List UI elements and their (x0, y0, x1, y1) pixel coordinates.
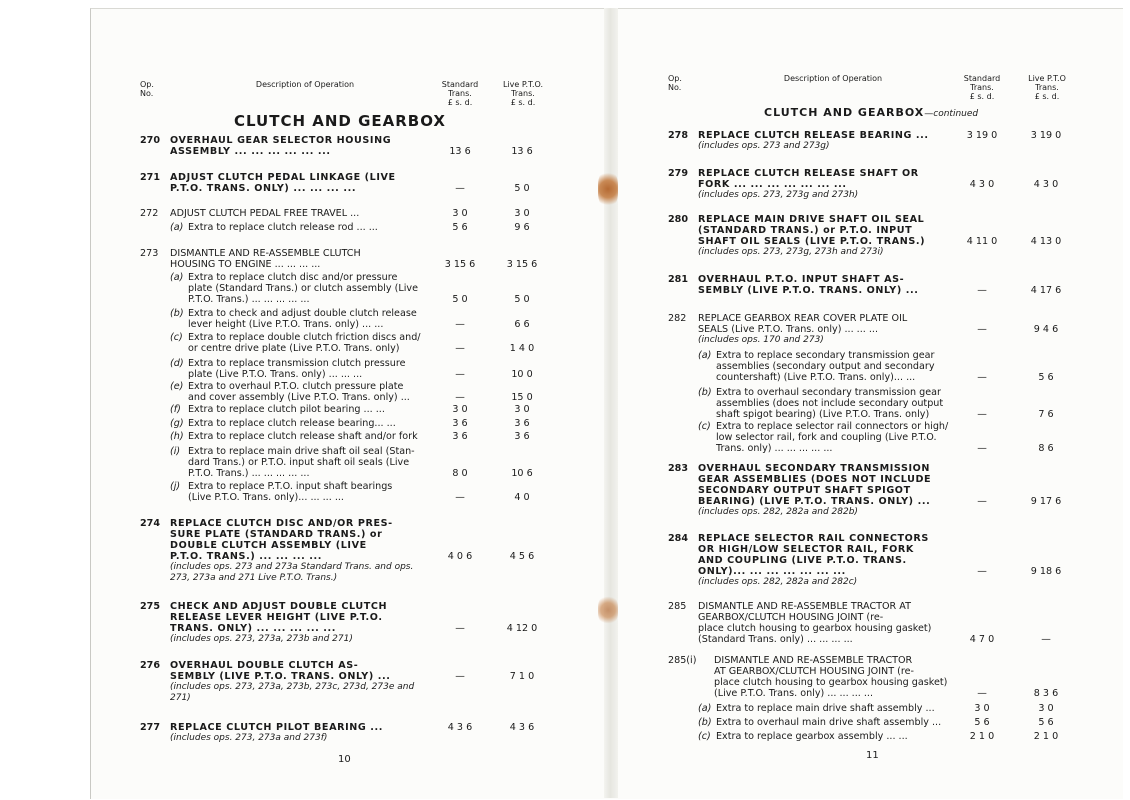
op-number: 281 (668, 274, 689, 285)
live-pto-price: 9 17 6 (1030, 496, 1062, 507)
standard-trans-price: 3 6 (452, 431, 468, 442)
description-header: Description of Operation (783, 74, 883, 83)
live-pto-price: 5 0 (514, 183, 530, 194)
op-description (698, 313, 963, 346)
description-line: OR HIGH/LOW SELECTOR RAIL, FORK (698, 544, 914, 555)
sub-item (698, 731, 963, 742)
standard-trans-price: — (455, 369, 465, 380)
op-description (170, 222, 435, 233)
description-line: low selector rail, fork and coupling (Live P.T.O. (716, 432, 937, 443)
op-description (170, 601, 435, 645)
live-pto-price: 4 3 0 (1033, 179, 1059, 190)
sub-item (170, 404, 435, 415)
op-description (170, 358, 435, 380)
standard-trans-price: 3 0 (974, 703, 990, 714)
includes-note: (includes ops. 273, 273g, 273h and 273i) (698, 247, 884, 257)
sub-item (698, 421, 963, 454)
includes-note: (includes ops. 282, 282a and 282b) (698, 507, 858, 517)
description-line: shaft spigot bearing) (Live P.T.O. Trans. only) (716, 409, 930, 420)
description-line: Extra to overhaul secondary transmission gear (716, 387, 941, 398)
description-line: SEALS (Live P.T.O. Trans. only) ... ... ... (698, 324, 879, 335)
description-line: Extra to replace secondary transmission gear (716, 350, 935, 361)
description-line: OVERHAUL P.T.O. INPUT SHAFT AS- (698, 274, 905, 285)
op-description (698, 214, 963, 258)
description-line: OVERHAUL SECONDARY TRANSMISSION (698, 463, 931, 474)
description-line: BEARING) (LIVE P.T.O. TRANS. ONLY) ... (698, 496, 931, 507)
op-number: 285 (668, 601, 687, 612)
standard-trans-price: — (977, 409, 987, 420)
standard-trans-price: 3 15 6 (444, 259, 476, 270)
op-description (170, 518, 435, 584)
description-line: OVERHAUL GEAR SELECTOR HOUSING (170, 135, 392, 146)
op-description (698, 168, 963, 201)
description-line: DISMANTLE AND RE-ASSEMBLE TRACTOR (714, 655, 913, 666)
op-no-header: Op. No. (140, 80, 154, 98)
op-description (170, 272, 435, 305)
description-line: Extra to replace gearbox assembly ... ... (716, 731, 908, 742)
op-description (170, 332, 435, 354)
includes-note: (includes ops. 273, 273a and 273f) (170, 733, 328, 743)
op-number: 282 (668, 313, 687, 324)
description-line: RELEASE LEVER HEIGHT (LIVE P.T.O. (170, 612, 383, 623)
standard-trans-price: 8 0 (452, 468, 468, 479)
description-line: Extra to replace clutch release shaft and/or fork (188, 431, 418, 442)
sub-item (170, 481, 435, 503)
live-pto-price: 4 17 6 (1030, 285, 1062, 296)
right-page (668, 0, 1078, 800)
description-line: (Live P.T.O. Trans. only) ... ... ... ... (714, 688, 874, 699)
standard-trans-price: 4 7 0 (969, 634, 995, 645)
live-pto-price: 7 1 0 (509, 671, 535, 682)
live-pto-price: 3 0 (514, 208, 530, 219)
live-pto-price: 3 0 (514, 404, 530, 415)
sub-item-letter: (a) (170, 272, 184, 283)
description-line: Extra to replace clutch release bearing... ... (188, 418, 396, 429)
standard-trans-price: — (977, 372, 987, 383)
standard-trans-price: 5 6 (974, 717, 990, 728)
live-pto-price: 5 6 (1038, 717, 1054, 728)
includes-note: (includes ops. 273, 273g and 273h) (698, 190, 859, 200)
description-line: REPLACE CLUTCH PILOT BEARING ... (170, 722, 384, 733)
standard-trans-price: — (977, 285, 987, 296)
op-description (170, 404, 435, 415)
op-number: 280 (668, 214, 689, 225)
op-description (170, 308, 435, 330)
sub-item (170, 418, 435, 429)
op-description (170, 172, 435, 194)
live-pto-price: 4 3 6 (509, 722, 535, 733)
includes-note: (includes ops. 282, 282a and 282c) (698, 577, 858, 587)
description-line: SECONDARY OUTPUT SHAFT SPIGOT (698, 485, 911, 496)
description-line: (Live P.T.O. Trans. only)... ... ... ... (188, 492, 344, 503)
op-number: 273 (140, 248, 159, 259)
sub-item-letter: (c) (698, 421, 711, 432)
description-line: REPLACE CLUTCH DISC AND/OR PRES- (170, 518, 393, 529)
standard-trans-price: — (977, 688, 987, 699)
booklet-spine (604, 8, 618, 798)
live-pto-price: 7 6 (1038, 409, 1054, 420)
standard-trans-price: 3 6 (452, 418, 468, 429)
standard-trans-price: — (455, 623, 465, 634)
sub-item-letter: (h) (170, 431, 184, 442)
standard-trans-price: 4 11 0 (966, 236, 998, 247)
description-line: Extra to overhaul P.T.O. clutch pressure plate (188, 381, 404, 392)
includes-note: (includes ops. 273 and 273g) (698, 141, 830, 151)
sub-item-letter: (a) (698, 703, 712, 714)
description-line: SURE PLATE (STANDARD TRANS.) or (170, 529, 383, 540)
op-description (170, 722, 435, 744)
op-description (698, 601, 963, 645)
description-line: CHECK AND ADJUST DOUBLE CLUTCH (170, 601, 388, 612)
description-line: countershaft) (Live P.T.O. Trans. only)... ... (716, 372, 916, 383)
description-line: Extra to overhaul main drive shaft assembly ... (716, 717, 942, 728)
standard-trans-price: — (455, 492, 465, 503)
sub-item-letter: (e) (170, 381, 184, 392)
op-description (698, 274, 963, 296)
description-line: Extra to replace main drive shaft assembly ... (716, 703, 935, 714)
live-pto-price: 4 0 (514, 492, 530, 503)
section-title (234, 112, 446, 130)
description-line: DOUBLE CLUTCH ASSEMBLY (LIVE (170, 540, 367, 551)
description-line: Extra to replace P.T.O. input shaft bearings (188, 481, 393, 492)
description-line: place clutch housing to gearbox housing gasket) (698, 623, 932, 634)
sub-item (698, 717, 963, 728)
description-line: ADJUST CLUTCH PEDAL FREE TRAVEL ... (170, 208, 360, 219)
section-title-continued: —continued (924, 109, 979, 119)
standard-trans-price: 3 0 (452, 208, 468, 219)
op-description (170, 208, 435, 219)
section-title-text: CLUTCH AND GEARBOX (764, 106, 925, 119)
description-line: Extra to replace main drive shaft oil seal (Stan- (188, 446, 415, 457)
standard-trans-header: Standard Trans. £ s. d. (441, 80, 479, 107)
description-line: ONLY)... ... ... ... ... ... ... (698, 566, 846, 577)
sub-item-letter: (g) (170, 418, 184, 429)
live-pto-price: 4 5 6 (509, 551, 535, 562)
page-number: 10 (338, 754, 351, 765)
description-line: Trans. only) ... ... ... ... ... (716, 443, 833, 454)
sub-item-letter: (b) (698, 387, 712, 398)
standard-trans-price: 3 0 (452, 404, 468, 415)
description-line: GEAR ASSEMBLIES (DOES NOT INCLUDE (698, 474, 932, 485)
description-line: DISMANTLE AND RE-ASSEMBLE CLUTCH (170, 248, 361, 259)
op-description (698, 463, 963, 518)
live-pto-price: 4 12 0 (506, 623, 538, 634)
op-description (698, 421, 963, 454)
op-description (698, 703, 963, 714)
page-number: 11 (866, 750, 879, 761)
description-line: Extra to replace selector rail connectors or high/ (716, 421, 949, 432)
rust-stain (598, 170, 618, 208)
description-line: and cover assembly (Live P.T.O. Trans. only) ... (188, 392, 410, 403)
op-description (170, 481, 435, 503)
sub-item (698, 703, 963, 714)
description-line: REPLACE CLUTCH RELEASE BEARING ... (698, 130, 929, 141)
description-line: SEMBLY (LIVE P.T.O. TRANS. ONLY) ... (170, 671, 391, 682)
live-pto-price: 3 6 (514, 418, 530, 429)
standard-trans-price: — (455, 671, 465, 682)
description-line: place clutch housing to gearbox housing gasket) (714, 677, 948, 688)
live-pto-price: 3 0 (1038, 703, 1054, 714)
description-line: assemblies (secondary output and secondary (716, 361, 935, 372)
op-description (170, 431, 435, 442)
live-pto-price: 15 0 (511, 392, 533, 403)
sub-item (170, 381, 435, 403)
live-pto-price: 4 13 0 (1030, 236, 1062, 247)
live-pto-price: 3 19 0 (1030, 130, 1062, 141)
standard-trans-price: 2 1 0 (969, 731, 995, 742)
live-pto-price: 8 6 (1038, 443, 1054, 454)
includes-note: (includes ops. 170 and 273) (698, 335, 824, 345)
sub-item (170, 308, 435, 330)
section-title (764, 106, 978, 119)
description-line: dard Trans.) or P.T.O. input shaft oil seals (Live (188, 457, 410, 468)
live-pto-price: 9 6 (514, 222, 530, 233)
description-line: GEARBOX/CLUTCH HOUSING JOINT (re- (698, 612, 884, 623)
sub-item (170, 446, 435, 479)
op-number: 285(i) (668, 655, 697, 666)
op-description (698, 387, 963, 420)
sub-item (698, 387, 963, 420)
description-line: P.T.O. Trans.) ... ... ... ... ... (188, 294, 310, 305)
includes-note: 273, 273a and 271 Live P.T.O. Trans.) (170, 573, 338, 583)
rust-stain (598, 595, 618, 625)
description-line: assemblies (does not include secondary output (716, 398, 944, 409)
op-description (170, 418, 435, 429)
live-pto-price: 3 15 6 (506, 259, 538, 270)
op-number: 277 (140, 722, 161, 733)
standard-trans-price: — (455, 343, 465, 354)
sub-item-letter: (f) (170, 404, 181, 415)
standard-trans-price: — (455, 319, 465, 330)
description-line: Extra to replace transmission clutch pressure (188, 358, 406, 369)
op-description (170, 446, 435, 479)
live-pto-price: 2 1 0 (1033, 731, 1059, 742)
op-number: 283 (668, 463, 689, 474)
description-line: P.T.O. TRANS. ONLY) ... ... ... ... (170, 183, 357, 194)
description-line: (STANDARD TRANS.) or P.T.O. INPUT (698, 225, 913, 236)
live-pto-price: 3 6 (514, 431, 530, 442)
standard-trans-price: — (977, 443, 987, 454)
live-pto-price: 5 0 (514, 294, 530, 305)
standard-trans-price: 4 3 0 (969, 179, 995, 190)
description-line: REPLACE GEARBOX REAR COVER PLATE OIL (698, 313, 908, 324)
op-number: 271 (140, 172, 161, 183)
live-pto-price: 5 6 (1038, 372, 1054, 383)
sub-item (170, 358, 435, 380)
left-page (140, 0, 550, 800)
standard-trans-price: 13 6 (449, 146, 471, 157)
live-pto-price: 8 3 6 (1033, 688, 1059, 699)
op-number: 276 (140, 660, 161, 671)
op-description (698, 350, 963, 383)
standard-trans-price: 5 6 (452, 222, 468, 233)
op-description (170, 248, 435, 270)
sub-item (698, 350, 963, 383)
sub-item (170, 332, 435, 354)
description-line: OVERHAUL DOUBLE CLUTCH AS- (170, 660, 359, 671)
op-description (698, 130, 963, 152)
live-pto-header: Live P.T.O. Trans. £ s. d. (503, 80, 543, 107)
sub-item-letter: (a) (698, 350, 712, 361)
description-line: ADJUST CLUTCH PEDAL LINKAGE (LIVE (170, 172, 396, 183)
standard-trans-price: 4 3 6 (447, 722, 473, 733)
op-number: 278 (668, 130, 689, 141)
description-line: P.T.O. TRANS.) ... ... ... ... (170, 551, 322, 562)
sub-item-letter: (c) (698, 731, 711, 742)
op-number: 272 (140, 208, 159, 219)
sub-item-letter: (c) (170, 332, 183, 343)
description-line: SHAFT OIL SEALS (LIVE P.T.O. TRANS.) (698, 236, 926, 247)
section-title-text: CLUTCH AND GEARBOX (234, 112, 446, 130)
description-line: AND COUPLING (LIVE P.T.O. TRANS. (698, 555, 907, 566)
sub-item-letter: (d) (170, 358, 184, 369)
description-line: Extra to check and adjust double clutch release (188, 308, 417, 319)
op-number: 270 (140, 135, 161, 146)
live-pto-header: Live P.T.O Trans. £ s. d. (1028, 74, 1066, 101)
standard-trans-price: — (977, 496, 987, 507)
sub-item (170, 272, 435, 305)
op-description (698, 717, 963, 728)
standard-trans-price: — (977, 566, 987, 577)
op-description (170, 660, 435, 704)
description-line: HOUSING TO ENGINE ... ... ... ... (170, 259, 321, 270)
op-number: 275 (140, 601, 161, 612)
description-line: plate (Live P.T.O. Trans. only) ... ... ... (188, 369, 363, 380)
op-description (698, 731, 963, 742)
includes-note: 271) (170, 693, 191, 703)
live-pto-price: 13 6 (511, 146, 533, 157)
op-number: 279 (668, 168, 689, 179)
sub-item-letter: (b) (170, 308, 184, 319)
description-line: ASSEMBLY ... ... ... ... ... ... (170, 146, 331, 157)
sub-item (170, 222, 435, 233)
standard-trans-price: — (455, 392, 465, 403)
live-pto-price: 10 6 (511, 468, 533, 479)
standard-trans-price: — (977, 324, 987, 335)
sub-item-letter: (j) (170, 481, 181, 492)
standard-trans-price: — (455, 183, 465, 194)
description-line: or centre drive plate (Live P.T.O. Trans. only) (188, 343, 400, 354)
description-line: Extra to replace clutch disc and/or pressure (188, 272, 398, 283)
live-pto-price: 6 6 (514, 319, 530, 330)
op-no-header: Op. No. (668, 74, 682, 92)
live-pto-price: — (1041, 634, 1051, 645)
op-description (714, 655, 979, 699)
description-line: TRANS. ONLY) ... ... ... ... ... (170, 623, 336, 634)
live-pto-price: 9 4 6 (1033, 324, 1059, 335)
includes-note: (includes ops. 273 and 273a Standard Trans. and ops. (170, 562, 414, 572)
standard-trans-price: 4 0 6 (447, 551, 473, 562)
standard-trans-price: 3 19 0 (966, 130, 998, 141)
live-pto-price: 10 0 (511, 369, 533, 380)
description-line: REPLACE MAIN DRIVE SHAFT OIL SEAL (698, 214, 925, 225)
description-line: FORK ... ... ... ... ... ... ... (698, 179, 847, 190)
op-description (170, 135, 435, 157)
op-number: 284 (668, 533, 689, 544)
description-line: Extra to replace clutch release rod ... ... (188, 222, 378, 233)
standard-trans-price: 5 0 (452, 294, 468, 305)
op-description (698, 533, 963, 588)
description-line: DISMANTLE AND RE-ASSEMBLE TRACTOR AT (698, 601, 911, 612)
description-line: REPLACE SELECTOR RAIL CONNECTORS (698, 533, 929, 544)
live-pto-price: 9 18 6 (1030, 566, 1062, 577)
sub-item-letter: (i) (170, 446, 181, 457)
description-line: lever height (Live P.T.O. Trans. only) ... ... (188, 319, 384, 330)
description-line: Extra to replace clutch pilot bearing ... ... (188, 404, 385, 415)
description-line: (Standard Trans. only) ... ... ... ... (698, 634, 853, 645)
sub-item (170, 431, 435, 442)
description-line: SEMBLY (LIVE P.T.O. TRANS. ONLY) ... (698, 285, 919, 296)
sub-item-letter: (b) (698, 717, 712, 728)
op-description (170, 381, 435, 403)
description-line: Extra to replace double clutch friction discs and/ (188, 332, 421, 343)
live-pto-price: 1 4 0 (509, 343, 535, 354)
sub-item-letter: (a) (170, 222, 184, 233)
description-line: plate (Standard Trans.) or clutch assembly (Live (188, 283, 418, 294)
op-number: 274 (140, 518, 161, 529)
includes-note: (includes ops. 273, 273a, 273b and 271) (170, 634, 353, 644)
standard-trans-header: Standard Trans. £ s. d. (963, 74, 1001, 101)
includes-note: (includes ops. 273, 273a, 273b, 273c, 273d, 273e and (170, 682, 415, 692)
description-header: Description of Operation (255, 80, 355, 89)
description-line: REPLACE CLUTCH RELEASE SHAFT OR (698, 168, 919, 179)
description-line: AT GEARBOX/CLUTCH HOUSING JOINT (re- (714, 666, 914, 677)
description-line: P.T.O. Trans.) ... ... ... ... ... (188, 468, 310, 479)
